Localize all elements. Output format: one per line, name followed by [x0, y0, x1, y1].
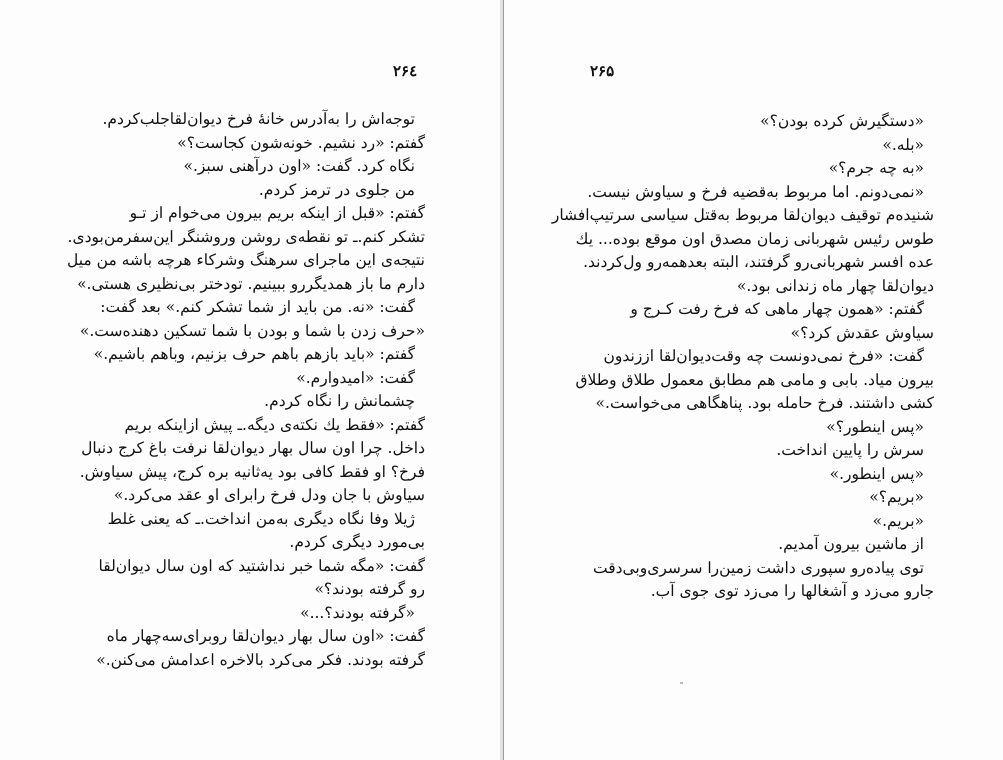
text-line: من جلوی در ترمز کردم.: [258, 180, 415, 199]
text-line: ژیلا وفا نگاه دیگری به‌من انداخت.ـ که یعنی غلط: [107, 509, 415, 528]
left-page: [0, 0, 501, 760]
text-line: «به چه جرم؟»: [828, 159, 924, 177]
text-line: رو گرفته بودند؟»: [314, 580, 425, 598]
text-line: گرفته بودند. فکر می‌کرد بالاخره اعدامش می‌کنن.»: [96, 650, 425, 669]
text-line: گفت: «اون سال بهار دیوان‌لقا روبرای‌سه‌چهار ماه: [106, 627, 425, 645]
text-line: شنیده‌م توقیف دیوان‌لقا مربوط به‌قتل سیاسی سرتیپ‌افشار: [551, 206, 934, 224]
text-line: توی پیاده‌رو سپوری داشت زمین‌را سرسری‌وبی‌دقت: [592, 558, 924, 577]
text-line: «بریم؟»: [869, 488, 924, 506]
text-line: «بریم.»: [872, 511, 924, 530]
text-line: نگاه کرد. گفت: «اون درآهنی سبز.»: [183, 157, 415, 175]
text-line: «گرفته بودند؟...»: [300, 603, 415, 622]
text-line: گفت: «نه. من باید از شما تشکر کنم.» بعد گفت:: [100, 298, 415, 316]
text-line: گفتم: «باید بازهم باهم حرف بزنیم، وباهم باشیم.»: [93, 345, 415, 363]
text-line: طوس رئیس شهربانی زمان مصدق اون موقع بوده... یك: [575, 229, 934, 248]
text-line: بیرون میاد. بابی و مامی هم مطابق معمول طلاق وطلاق: [575, 370, 934, 389]
scan-speck: [680, 682, 683, 684]
text-line: عده افسر شهربانی‌رو گرفتند، البته بعدهمه‌رو ول‌کردند.: [583, 253, 934, 271]
text-line: «حرف زدن با شما و بودن با شما تسکین دهنده‌ست.»: [79, 321, 425, 340]
text-line: نتیجه‌ی این ماجرای سرهنگ وشرکاء هرچه باشه من میل: [67, 251, 425, 269]
text-line: فرخ؟ او فقط کافی بود یه‌ثانیه بره کرج، پیش سیاوش.: [79, 462, 425, 481]
text-line: داخل. چرا اون سال بهار دیوان‌لقا نرفت باغ کرج دنبال: [81, 439, 425, 457]
page-number-left: ۲۶٤: [393, 62, 418, 80]
text-line: جارو می‌زد و آشغالها را می‌زد توی جوی آب.: [650, 582, 934, 600]
text-line: توجه‌اش را به‌آدرس خانهٔ فرخ دیوان‌لقاجلب‌کردم.: [102, 110, 415, 128]
right-page-text: [551, 110, 934, 604]
text-line: گفتم: «رد نشیم. خونه‌شون کجاست؟»: [177, 133, 425, 152]
text-line: گفتم: «قبل از اینکه بریم بیرون می‌خوام از تـو: [129, 204, 425, 222]
text-line: چشمانش را نگاه کردم.: [264, 392, 415, 410]
text-line: «نمی‌دونم. اما مربوط به‌قضیه فرخ و سیاوش نیست.: [587, 182, 924, 201]
text-line: «دستگیرش کرده بودن؟»: [760, 112, 924, 130]
text-line: سیاوش عقدش کرد؟»: [790, 323, 934, 342]
left-page-text: [50, 108, 425, 672]
text-line: دیوان‌لقا چهار ماه زندانی بود.»: [736, 276, 934, 295]
text-line: «پس اینطور؟»: [826, 417, 924, 436]
text-line: از ماشین بیرون آمدیم.: [778, 535, 924, 553]
text-line: سرش را پایین انداخت.: [776, 441, 924, 459]
text-line: تشکر کنم.ـ تو نقطه‌ی روشن وروشنگر این‌سفرمن‌بودی.: [67, 227, 425, 246]
page-number-right: ۲۶۵: [590, 62, 615, 80]
text-line: دارم ما باز همدیگررو ببینیم. تودختر بی‌نظیری هستی.»: [77, 274, 425, 293]
text-line: «بله.»: [882, 135, 924, 154]
right-page: [503, 0, 1003, 760]
text-line: گفت: «امیدوارم.»: [296, 368, 415, 387]
text-line: گفت: «مگه شما خبر نداشتید که اون سال دیوان‌لقا: [98, 556, 425, 575]
text-line: گفت: «فرخ نمی‌دونست چه وقت‌دیوان‌لقا اززندون: [603, 347, 924, 365]
text-line: سیاوش با جان ودل فرخ رابرای او عقد می‌کرد.»: [113, 486, 425, 504]
text-line: کشی داشتند. فرخ حامله بود. پناهگاهی می‌خواست.»: [595, 394, 934, 412]
text-line: گفتم: «همون چهار ماهی که فرخ رفت کـرج و: [630, 300, 924, 318]
text-line: بی‌مورد دیگری کردم.: [289, 533, 425, 551]
text-line: گفتم: «فقط یك نکته‌ی دیگه.ـ پیش ازاینکه بریم: [124, 415, 425, 434]
text-line: «پس اینطور.»: [829, 464, 924, 483]
